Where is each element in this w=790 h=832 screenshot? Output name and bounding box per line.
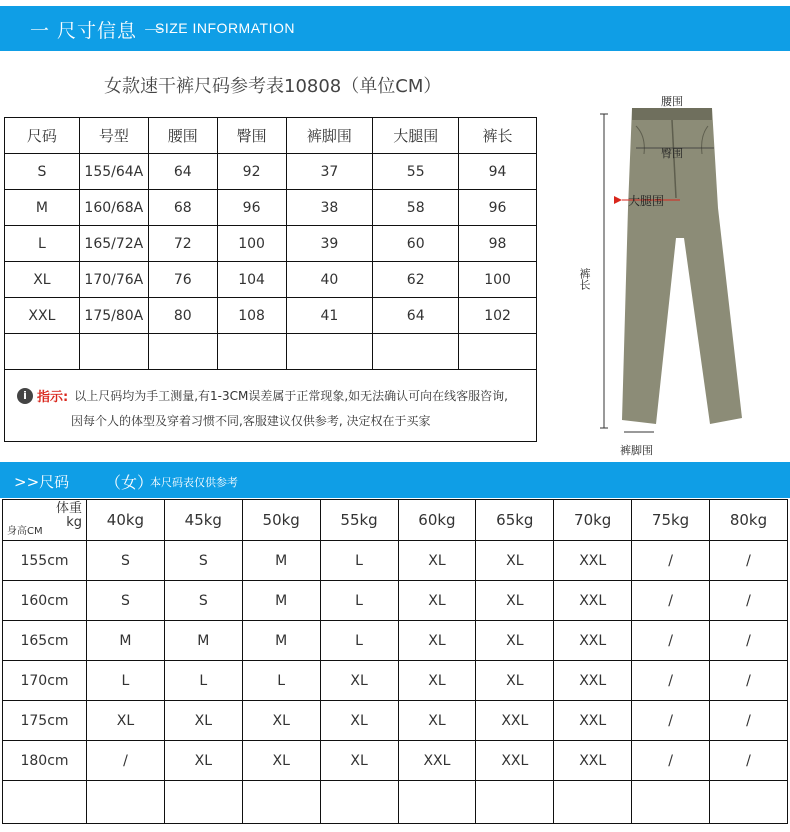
size-table-empty-row (5, 334, 537, 370)
size-table-header-row (5, 118, 537, 154)
size-table (4, 117, 537, 370)
weight-header: 55kg (320, 500, 398, 541)
grid-header-row (3, 500, 788, 541)
pants-diagram (560, 88, 760, 460)
size-table-cell: 165/72A (79, 226, 148, 262)
corner-height-unit: CM (27, 526, 43, 537)
grid-size-cell: XXL (476, 701, 554, 741)
label-thigh: 大腿围 (628, 194, 665, 208)
col-header: 裤脚围 (286, 118, 373, 154)
corner-weight-unit: kg (66, 515, 82, 530)
size-table-cell (5, 334, 80, 370)
size-table-cell: 76 (148, 262, 217, 298)
size-note (4, 369, 537, 442)
size-table-row (5, 262, 537, 298)
size-table-cell: 38 (286, 190, 373, 226)
grid-size-cell: / (710, 701, 788, 741)
col-header: 尺码 (5, 118, 80, 154)
size-table-cell: 80 (148, 298, 217, 334)
header-title-en: SIZE INFORMATION (155, 20, 295, 36)
weight-header: 60kg (398, 500, 476, 541)
size-table-cell: 92 (217, 154, 286, 190)
grid-empty-row (3, 781, 788, 824)
weight-header: 65kg (476, 500, 554, 541)
grid-size-cell (398, 781, 476, 824)
grid-size-cell: XL (476, 661, 554, 701)
grid-size-cell: / (710, 541, 788, 581)
size-guide-bar (0, 462, 790, 498)
height-label: 165cm (3, 621, 87, 661)
grid-size-cell: L (164, 661, 242, 701)
grid-size-cell: L (320, 541, 398, 581)
grid-row (3, 541, 788, 581)
grid-size-cell: XL (320, 661, 398, 701)
grid-size-cell: / (710, 581, 788, 621)
note-line-1: 以上尺码均为手工测量,有1-3CM误差属于正常现象,如无法确认可向在线客服咨询, (74, 389, 508, 403)
grid-size-cell (476, 781, 554, 824)
grid-size-cell: / (632, 661, 710, 701)
grid-size-cell: XL (476, 621, 554, 661)
grid-corner (3, 500, 87, 541)
grid-size-cell: / (632, 701, 710, 741)
header-title-zh: 一 尺寸信息 一 (30, 20, 165, 42)
grid-row (3, 661, 788, 701)
grid-size-cell: XL (87, 701, 165, 741)
grid-size-cell: XL (398, 661, 476, 701)
weight-header: 80kg (710, 500, 788, 541)
grid-size-cell: S (164, 541, 242, 581)
height-weight-grid (2, 499, 788, 824)
grid-size-cell: M (242, 621, 320, 661)
grid-size-cell: L (320, 621, 398, 661)
height-label: 160cm (3, 581, 87, 621)
weight-header: 45kg (164, 500, 242, 541)
col-header: 大腿围 (373, 118, 459, 154)
grid-size-cell: XL (242, 701, 320, 741)
grid-size-cell: XXL (398, 741, 476, 781)
size-table-title: 女款速干裤尺码参考表10808（单位CM） (104, 76, 442, 97)
size-table-cell (79, 334, 148, 370)
size-table-cell: 40 (286, 262, 373, 298)
grid-size-cell (710, 781, 788, 824)
size-table-cell: 62 (373, 262, 459, 298)
grid-size-cell: / (632, 621, 710, 661)
grid-size-cell: / (632, 581, 710, 621)
grid-size-cell: XXL (554, 701, 632, 741)
grid-size-cell: S (164, 581, 242, 621)
size-table-cell: 72 (148, 226, 217, 262)
grid-size-cell: XL (242, 741, 320, 781)
size-table-cell: M (5, 190, 80, 226)
grid-size-cell: XXL (476, 741, 554, 781)
grid-size-cell: XXL (554, 541, 632, 581)
pants-waistband (632, 108, 712, 120)
size-table-cell (459, 334, 537, 370)
grid-size-cell: XL (476, 541, 554, 581)
grid-size-cell: XL (398, 581, 476, 621)
label-length: 裤长 (578, 268, 591, 290)
corner-weight: 体重 (55, 501, 82, 516)
info-icon: i (17, 388, 33, 404)
grid-size-cell (87, 781, 165, 824)
size-table-cell: L (5, 226, 80, 262)
grid-row (3, 741, 788, 781)
grid-row (3, 581, 788, 621)
size-table-cell: 104 (217, 262, 286, 298)
size-table-cell (148, 334, 217, 370)
grid-size-cell: / (710, 621, 788, 661)
height-label: 170cm (3, 661, 87, 701)
grid-size-cell: XXL (554, 741, 632, 781)
size-table-cell: 41 (286, 298, 373, 334)
size-table-cell: 60 (373, 226, 459, 262)
size-table-cell: 108 (217, 298, 286, 334)
grid-size-cell (554, 781, 632, 824)
size-table-cell: S (5, 154, 80, 190)
grid-size-cell: XL (398, 621, 476, 661)
col-header: 号型 (79, 118, 148, 154)
grid-size-cell (164, 781, 242, 824)
size-table-row (5, 226, 537, 262)
size-table-cell: 100 (459, 262, 537, 298)
size-table-cell: XL (5, 262, 80, 298)
thigh-arrow-icon (614, 196, 622, 204)
grid-size-cell: XXL (554, 661, 632, 701)
grid-size-cell: XL (398, 541, 476, 581)
header-bar (0, 6, 790, 51)
size-table-cell: 94 (459, 154, 537, 190)
grid-size-cell: / (632, 741, 710, 781)
grid-size-cell: XL (398, 701, 476, 741)
size-table-cell: 58 (373, 190, 459, 226)
grid-size-cell: XL (164, 701, 242, 741)
size-table-cell (373, 334, 459, 370)
grid-size-cell: M (242, 581, 320, 621)
height-label: 175cm (3, 701, 87, 741)
grid-size-cell (3, 781, 87, 824)
weight-header: 70kg (554, 500, 632, 541)
size-table-cell: 68 (148, 190, 217, 226)
grid-size-cell: M (87, 621, 165, 661)
size-table-cell: 98 (459, 226, 537, 262)
size-guide-gender: （女） (105, 473, 154, 492)
size-table-cell: 64 (373, 298, 459, 334)
label-waist: 腰围 (661, 95, 683, 108)
size-table-cell: 55 (373, 154, 459, 190)
size-guide-title: >>尺码 (14, 473, 70, 491)
note-line-2: 因每个人的体型及穿着习惯不同,客服建议仅供参考, 决定权在于买家 (71, 414, 431, 428)
grid-size-cell: / (710, 661, 788, 701)
grid-size-cell: XXL (554, 621, 632, 661)
size-table-cell: 100 (217, 226, 286, 262)
grid-size-cell: XXL (554, 581, 632, 621)
height-label: 180cm (3, 741, 87, 781)
weight-header: 50kg (242, 500, 320, 541)
size-table-cell: 96 (217, 190, 286, 226)
weight-header: 75kg (632, 500, 710, 541)
grid-size-cell (242, 781, 320, 824)
grid-size-cell: / (632, 541, 710, 581)
grid-size-cell: XL (164, 741, 242, 781)
size-table-cell: 39 (286, 226, 373, 262)
grid-size-cell: / (710, 741, 788, 781)
grid-size-cell: L (320, 581, 398, 621)
height-label: 155cm (3, 541, 87, 581)
grid-size-cell: M (164, 621, 242, 661)
grid-size-cell: M (242, 541, 320, 581)
label-hip: 臀围 (661, 147, 683, 160)
size-table-row (5, 298, 537, 334)
corner-height: 身高 (7, 526, 27, 537)
weight-header: 40kg (87, 500, 165, 541)
grid-size-cell: S (87, 581, 165, 621)
size-table-row (5, 190, 537, 226)
size-table-cell: 37 (286, 154, 373, 190)
grid-size-cell: L (87, 661, 165, 701)
size-guide-note: 本尺码表仅供参考 (150, 476, 238, 489)
size-table-cell (217, 334, 286, 370)
grid-size-cell: XL (320, 701, 398, 741)
grid-size-cell: / (87, 741, 165, 781)
col-header: 腰围 (148, 118, 217, 154)
col-header: 裤长 (459, 118, 537, 154)
size-table-cell: 64 (148, 154, 217, 190)
size-table-cell: 102 (459, 298, 537, 334)
grid-size-cell: XL (476, 581, 554, 621)
size-table-cell: 170/76A (79, 262, 148, 298)
note-label: 指示: (37, 390, 69, 405)
grid-size-cell (320, 781, 398, 824)
label-hem: 裤脚围 (620, 444, 653, 457)
size-table-row (5, 154, 537, 190)
size-table-cell: 160/68A (79, 190, 148, 226)
grid-row (3, 621, 788, 661)
size-table-cell: XXL (5, 298, 80, 334)
grid-size-cell: S (87, 541, 165, 581)
col-header: 臀围 (217, 118, 286, 154)
grid-size-cell: XL (320, 741, 398, 781)
size-table-cell (286, 334, 373, 370)
size-table-cell: 175/80A (79, 298, 148, 334)
grid-row (3, 701, 788, 741)
grid-size-cell: L (242, 661, 320, 701)
grid-size-cell (632, 781, 710, 824)
size-table-cell: 155/64A (79, 154, 148, 190)
size-table-cell: 96 (459, 190, 537, 226)
